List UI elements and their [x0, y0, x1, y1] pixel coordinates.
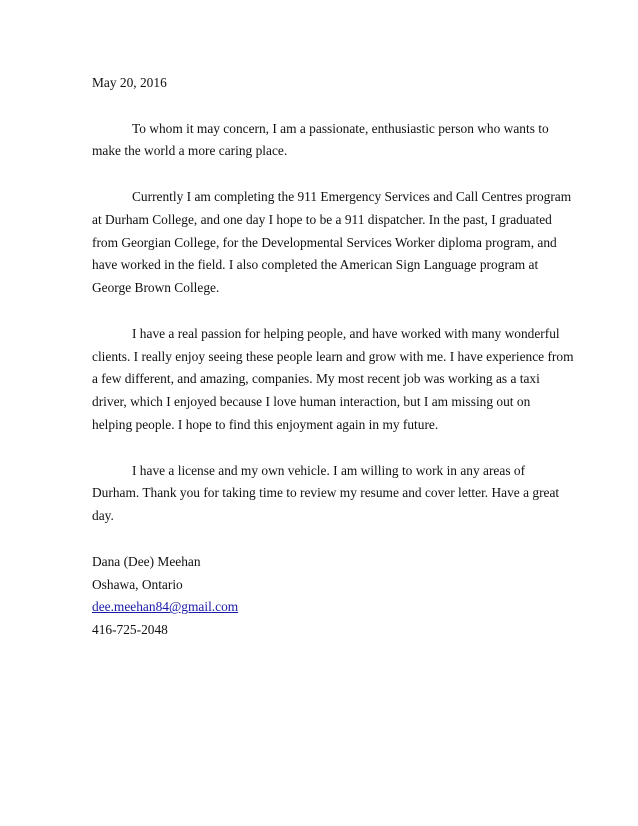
paragraph-line: helping people. I hope to find this enjoyment again in my future. — [92, 416, 439, 432]
paragraph-closing — [92, 460, 560, 528]
paragraph-intro — [92, 118, 554, 164]
paragraph-line: a few different, and amazing, companies. My most recent job was working as a taxi — [92, 371, 540, 387]
signature-name: Dana (Dee) Meehan — [92, 553, 201, 569]
letter-date: May 20, 2016 — [92, 75, 167, 90]
paragraph-line: driver, which I enjoyed because I love human interaction, but I am missing out on — [92, 394, 531, 410]
paragraph-line: clients. I really enjoy seeing these people learn and grow with me. I have experience from — [92, 348, 574, 364]
paragraph-line: day. — [92, 508, 114, 524]
paragraph-line: Durham. Thank you for taking time to review my resume and cover letter. Have a great — [92, 485, 560, 501]
paragraph-line: make the world a more caring place. — [92, 143, 288, 159]
email-link[interactable]: dee.meehan84@gmail.com — [92, 599, 239, 615]
paragraph-line: at Durham College, and one day I hope to be a 911 dispatcher. In the past, I graduated — [92, 211, 552, 227]
paragraph-line: To whom it may concern, I am a passionate, enthusiastic person who wants to — [132, 120, 549, 136]
paragraph-education — [92, 186, 572, 300]
signature-phone: 416-725-2048 — [92, 622, 168, 638]
paragraph-line: I have a license and my own vehicle. I am willing to work in any areas of — [132, 462, 526, 478]
signature-block — [92, 551, 554, 642]
paragraph-line: Currently I am completing the 911 Emergency Services and Call Centres program — [132, 188, 572, 204]
cover-letter — [92, 72, 574, 642]
signature-location: Oshawa, Ontario — [92, 576, 183, 592]
paragraph-experience — [92, 323, 574, 437]
paragraph-line: George Brown College. — [92, 280, 220, 296]
paragraph-line: from Georgian College, for the Developmental Services Worker diploma program, and — [92, 234, 557, 250]
paragraph-line: I have a real passion for helping people, and have worked with many wonderful — [132, 325, 560, 341]
paragraph-line: have worked in the field. I also completed the American Sign Language program at — [92, 257, 539, 273]
